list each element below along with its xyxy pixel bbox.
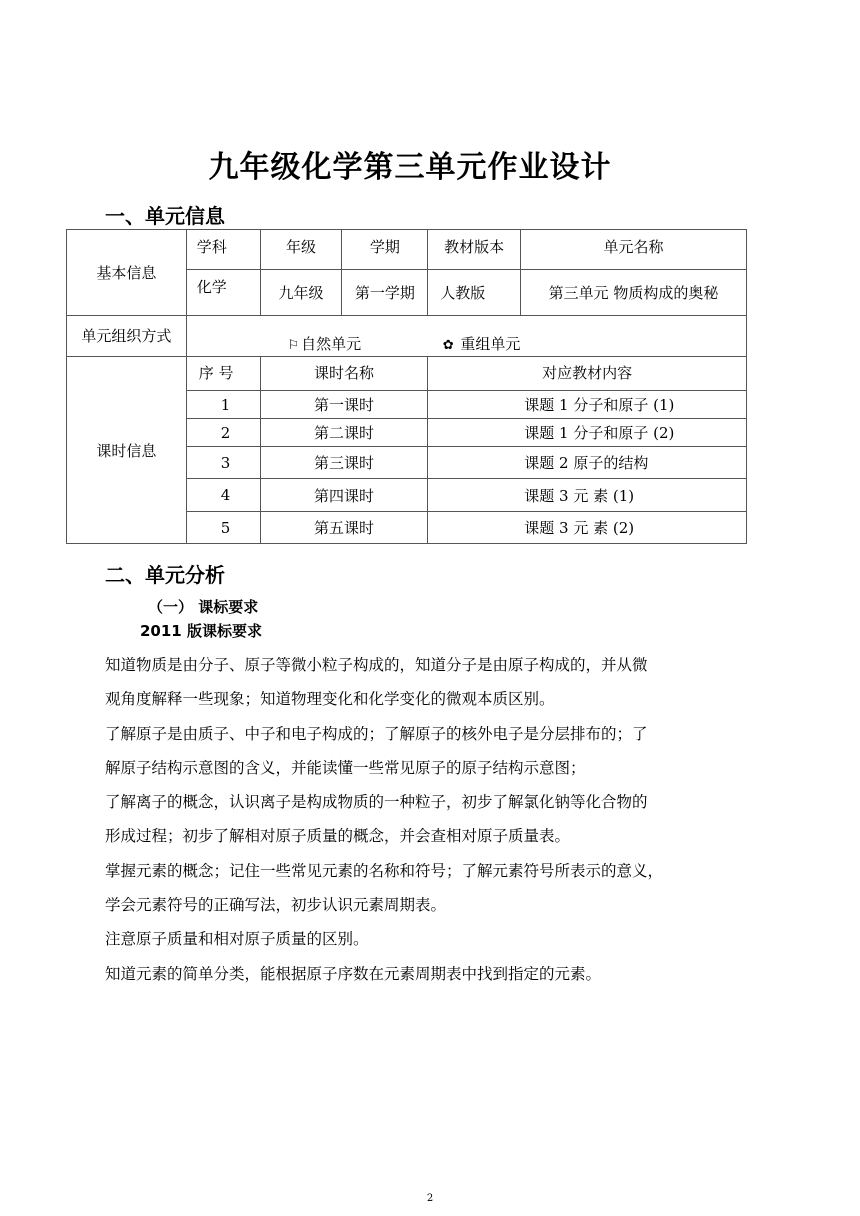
lesson-content: 课题 1 分子和原子 (1) — [428, 391, 747, 419]
subheading-curriculum-requirements: （一） 课标要求 — [148, 598, 259, 616]
lesson-content: 课题 2 原子的结构 — [428, 447, 747, 479]
lesson-content: 课题 1 分子和原子 (2) — [428, 419, 747, 447]
lesson-no: 4 — [186, 479, 260, 512]
lesson-content: 课题 3 元 素 (2) — [428, 512, 747, 544]
header-unit-name: 单元名称 — [521, 230, 747, 270]
subheading-2011-standards: 2011 版课标要求 — [140, 622, 262, 640]
section-heading-unit-analysis: 二、单元分析 — [105, 563, 225, 587]
header-lesson-name: 课时名称 — [260, 357, 428, 391]
value-grade: 九年级 — [260, 270, 342, 316]
paragraph-line: 注意原子质量和相对原子质量的区别。 — [105, 930, 369, 949]
flag-icon: ⚐ — [287, 338, 300, 353]
document-title: 九年级化学第三单元作业设计 — [208, 150, 612, 185]
header-textbook-content: 对应教材内容 — [428, 357, 747, 391]
curriculum-requirements-text — [105, 648, 745, 991]
natural-unit-checkbox[interactable] — [288, 335, 362, 353]
paragraph-line: 解原子结构示意图的含义，并能读懂一些常见原子的原子结构示意图； — [105, 758, 586, 777]
lesson-no: 2 — [186, 419, 260, 447]
value-semester: 第一学期 — [342, 270, 428, 316]
paragraph-line: 形成过程；初步了解相对原子质量的概念，并会查相对原子质量表。 — [105, 827, 571, 846]
value-subject: 化学 — [186, 270, 260, 316]
lesson-no: 5 — [186, 512, 260, 544]
value-textbook-edition: 人教版 — [428, 270, 521, 316]
unit-info-table — [66, 229, 747, 544]
header-grade: 年级 — [260, 230, 342, 270]
header-serial: 序 号 — [186, 357, 260, 391]
paragraph-line: 了解离子的概念，认识离子是构成物质的一种粒子，初步了解氯化钠等化合物的 — [105, 793, 648, 812]
paragraph-line: 学会元素符号的正确写法，初步认识元素周期表。 — [105, 896, 447, 915]
org-mode-options — [186, 316, 746, 357]
paragraph-line: 知道元素的简单分类，能根据原子序数在元素周期表中找到指定的元素。 — [105, 964, 602, 983]
regroup-unit-checkbox[interactable] — [443, 335, 521, 353]
value-unit-name: 第三单元 物质构成的奥秘 — [521, 270, 747, 316]
paragraph-line: 了解原子是由质子、中子和电子构成的；了解原子的核外电子是分层排布的；了 — [105, 724, 648, 743]
natural-unit-label: 自然单元 — [301, 335, 362, 353]
header-semester: 学期 — [342, 230, 428, 270]
lesson-name: 第四课时 — [260, 479, 428, 512]
lesson-name: 第一课时 — [260, 391, 428, 419]
regroup-unit-label: 重组单元 — [460, 335, 521, 353]
flower-icon: ✿ — [442, 338, 454, 353]
lesson-name: 第三课时 — [260, 447, 428, 479]
lesson-no: 3 — [186, 447, 260, 479]
paragraph-line: 观角度解释一些现象；知道物理变化和化学变化的微观本质区别。 — [105, 690, 555, 709]
basic-info-label: 基本信息 — [67, 230, 187, 316]
page-number: 2 — [426, 1193, 434, 1204]
lesson-content: 课题 3 元 素 (1) — [428, 479, 747, 512]
header-subject: 学科 — [186, 230, 260, 270]
lesson-info-label: 课时信息 — [67, 357, 187, 544]
paragraph-line: 掌握元素的概念；记住一些常见元素的名称和符号；了解元素符号所表示的意义， — [105, 861, 664, 880]
paragraph-line: 知道物质是由分子、原子等微小粒子构成的，知道分子是由原子构成的，并从微 — [105, 656, 648, 674]
lesson-name: 第五课时 — [260, 512, 428, 544]
org-mode-label: 单元组织方式 — [67, 316, 187, 357]
section-heading-unit-info: 一、单元信息 — [105, 204, 225, 228]
lesson-no: 1 — [186, 391, 260, 419]
lesson-name: 第二课时 — [260, 419, 428, 447]
header-textbook-edition: 教材版本 — [428, 230, 521, 270]
